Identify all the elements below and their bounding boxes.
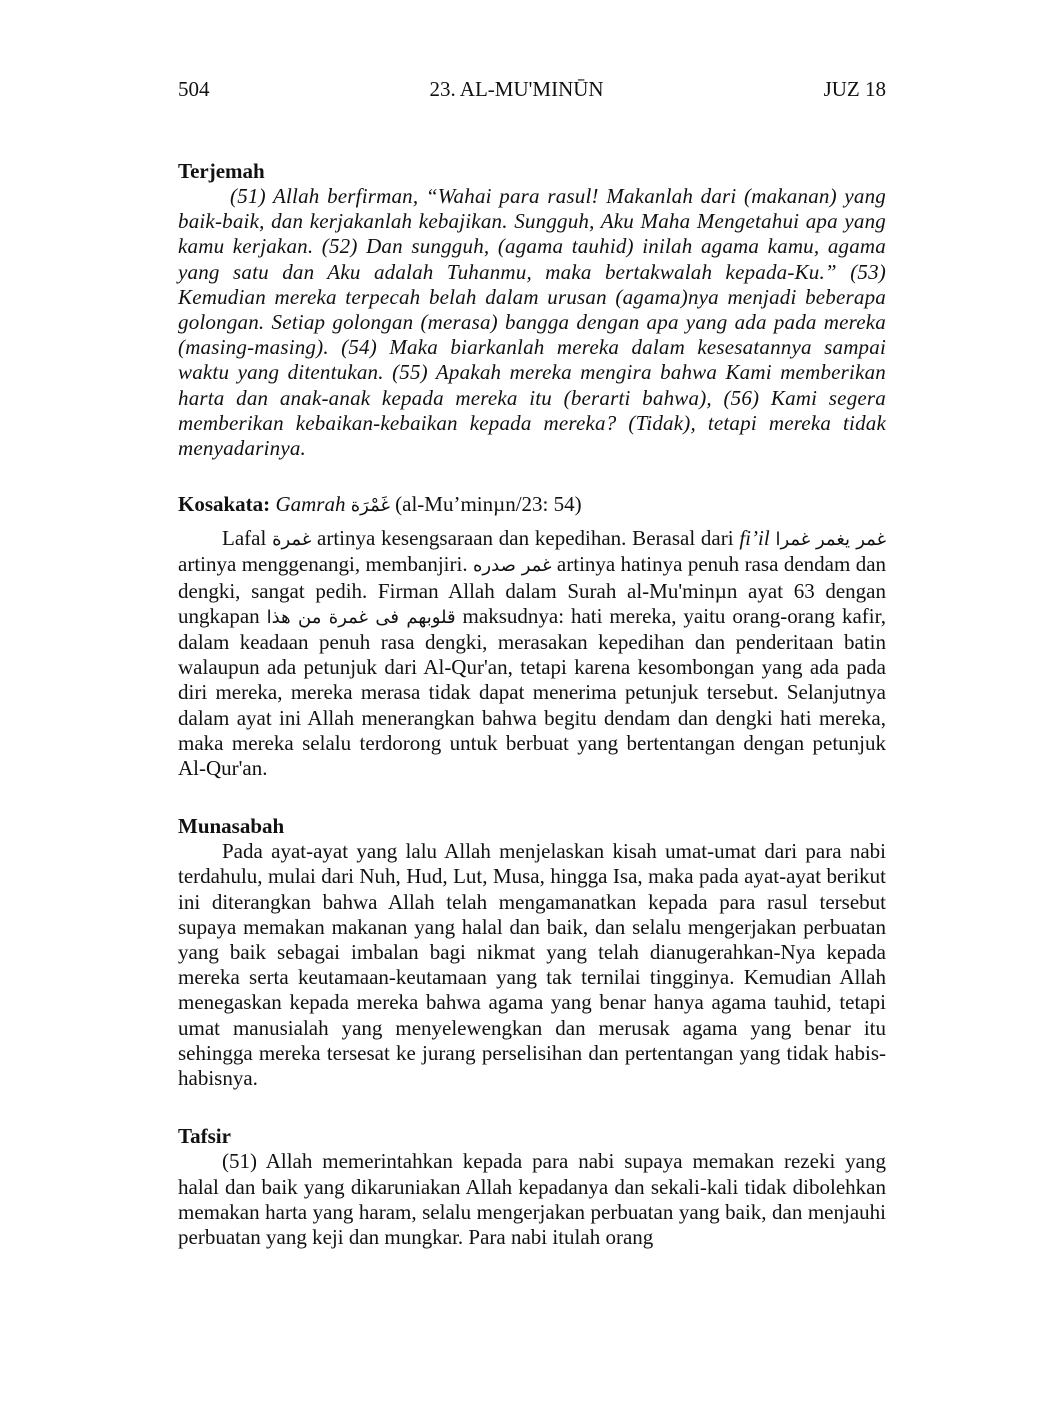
kosakata-body [178,526,886,781]
terjemah-section [178,159,886,461]
kosakata-reference: (al-Mu’minµn/23: 54) [395,492,582,517]
terjemah-heading: Terjemah [178,159,265,183]
kos-arabic-4: غمر صدره [473,555,552,577]
kos-text-5: artinya hatinya penuh rasa dendam dan dengki, sangat pedih. Firman Allah dalam Surah al-Mu'minµn ayat 63 dengan ungkapan [178,552,887,628]
munasabah-heading: Munasabah [178,814,285,839]
kosakata-section [178,492,886,781]
kosakata-label: Kosakata: [178,492,271,517]
chapter-title: 23. AL-MU'MINŪN [429,77,604,101]
kos-text-4: artinya menggenangi, membanjiri. [178,552,468,577]
terjemah-body: (51) Allah berfirman, “Wahai para rasul! Makanlah dari (makanan) yang baik-baik, dan kerjakanlah kebajikan. Sungguh, Aku Maha Mengetahui apa yang kamu kerjakan. (52) Dan sungguh, (agama tauhid) inilah agama kamu, agama yang satu dan Aku adalah Tuhanmu, maka bertakwalah kepada-Ku.” (53) Kemudian mereka terpecah belah dalam urusan (agama)nya menjadi beberapa golongan. Setiap golongan (merasa) bangga dengan apa yang ada pada mereka (masing-masing). (54) Maka biarkanlah mereka dalam kesesatannya sampai waktu yang ditentukan. (55) Apakah mereka mengira bahwa Kami memberikan harta dan anak-anak kepada mereka itu (berarti bahwa), (56) Kami segera memberikan kebaikan-kebaikan kepada mereka? (Tidak), tetapi mereka tidak menyadarinya. [178,184,886,461]
kos-arabic-3: غمر يغمر [815,529,887,551]
kos-text-6: maksudnya: hati mereka, yaitu orang-orang kafir, dalam keadaan penuh rasa dengki, merasakan kepedihan dan penderitaan batin walaupun ada petunjuk dari Al-Qur'an, tetapi karena kesombongan yang ada pada diri mereka, mereka merasa tidak dapat menerima petunjuk tersebut. Selanjutnya dalam ayat ini Allah menerangkan bahwa begitu dendam dan dengki hati mereka, maka mereka selalu terdorong untuk berbuat yang bertentangan dengan petunjuk Al-Qur'an. [178,603,887,781]
kosakata-term: Gamrah [275,492,346,517]
kos-text-3: fi’il [739,526,770,551]
kosakata-arabic-term: غَمْرَة [350,495,390,517]
tafsir-body: (51) Allah memerintahkan kepada para nabi supaya memakan rezeki yang halal dan baik yang dikaruniakan Allah kepadanya dan sekali-kali tidak dibolehkan memakan harta yang haram, selalu mengerjakan perbuatan yang baik, dan menjauhi perbuatan yang keji dan mungkar. Para nabi itulah orang [178,1149,886,1249]
kos-arabic-5: قلوبهم فى غمرة من هذا [266,606,456,628]
tafsir-section [178,1124,886,1250]
kos-text-1: Lafal [222,526,267,551]
kos-arabic-2: غمرا [775,529,811,551]
page [178,74,886,1250]
tafsir-heading: Tafsir [178,1124,231,1149]
munasabah-section [178,814,886,1091]
running-header [178,74,886,104]
kos-text-2: artinya kesengsaraan dan kepedihan. Berasal dari [317,526,734,551]
kosakata-heading [178,492,886,518]
juz-label: JUZ 18 [823,77,886,101]
munasabah-body: Pada ayat-ayat yang lalu Allah menjelaskan kisah umat-umat dari para nabi terdahulu, mulai dari Nuh, Hud, Lut, Musa, hingga Isa, maka pada ayat-ayat berikut ini diterangkan bahwa Allah telah mengamanatkan kepada para rasul tersebut supaya memakan makanan yang halal dan baik, dan selalu mengerjakan perbuatan yang baik sebagai imbalan bagi nikmat yang telah dianugerahkan-Nya kepada mereka serta keutamaan-keutamaan yang tak ternilai tingginya. Kemudian Allah menegaskan kepada mereka bahwa agama yang benar hanya agama tauhid, tetapi umat manusialah yang menyelewengkan dan merusak agama yang benar itu sehingga mereka tersesat ke jurang perselisihan dan pertentangan yang tidak habis-habisnya. [178,839,886,1091]
page-number: 504 [178,77,210,101]
kos-arabic-1: غمرة [272,529,312,551]
